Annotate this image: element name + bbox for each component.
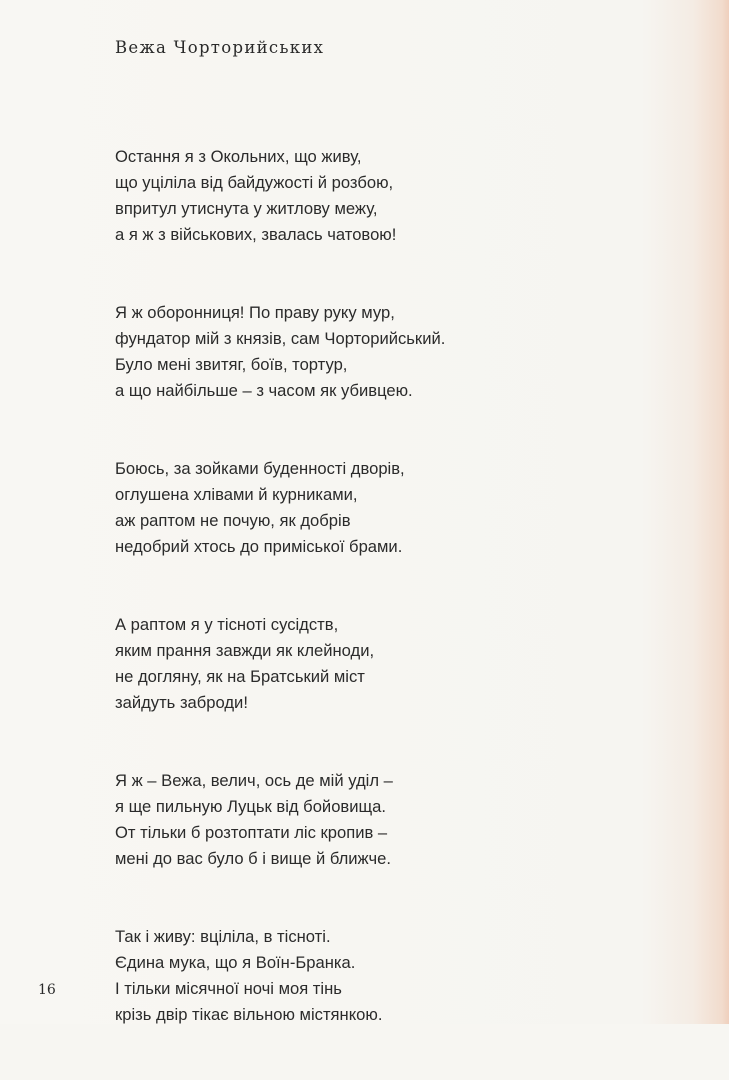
poem-line: А раптом я у тісноті сусідств, (115, 615, 339, 634)
page-number: 16 (38, 982, 56, 998)
poem-line: не догляну, як на Братський міст (115, 667, 365, 686)
poem-line: Було мені звитяг, боїв, тортур, (115, 355, 348, 374)
poem-line: Так і живу: вціліла, в тісноті. (115, 927, 331, 946)
poem-line: аж раптом не почую, як добрів (115, 511, 351, 530)
poem-line: От тільки б розтоптати ліс кропив – (115, 823, 388, 842)
poem-line: І тільки місячної ночі моя тінь (115, 979, 342, 998)
poem-line: а я ж з військових, звалась чатовою! (115, 225, 397, 244)
poem-line: фундатор мій з князів, сам Чорторийський. (115, 329, 446, 348)
stanza-5 (115, 768, 535, 872)
poem-line: яким прання завжди як клейноди, (115, 641, 375, 660)
poem-line: недобрий хтось до приміської брами. (115, 537, 403, 556)
poem-line: що уціліла від байдужості й розбою, (115, 173, 394, 192)
poem-line: Я ж – Вежа, велич, ось де мій уділ – (115, 771, 393, 790)
stanza-1 (115, 144, 535, 248)
poem-line: Боюсь, за зойками буденності дворів, (115, 459, 405, 478)
poem-line: я ще пильную Луцьк від бойовища. (115, 797, 386, 816)
stanza-4 (115, 612, 535, 716)
stanza-3 (115, 456, 535, 560)
poem-line: зайдуть заброди! (115, 693, 248, 712)
stanza-6 (115, 924, 535, 1028)
poem-body (115, 144, 535, 1080)
poem-line: впритул утиснута у житлову межу, (115, 199, 378, 218)
poem-line: крізь двір тікає вільною містянкою. (115, 1005, 383, 1024)
poem-title: Вежа Чорторийських (115, 38, 325, 57)
poem-line: оглушена хлівами й курниками, (115, 485, 358, 504)
poem-line: мені до вас було б і вище й ближче. (115, 849, 391, 868)
poem-line: Я ж оборонниця! По праву руку мур, (115, 303, 395, 322)
stanza-2 (115, 300, 535, 404)
poem-line: Єдина мука, що я Воїн-Бранка. (115, 953, 356, 972)
poem-line: а що найбільше – з часом як убивцею. (115, 381, 413, 400)
poem-line: Остання я з Окольних, що живу, (115, 147, 362, 166)
